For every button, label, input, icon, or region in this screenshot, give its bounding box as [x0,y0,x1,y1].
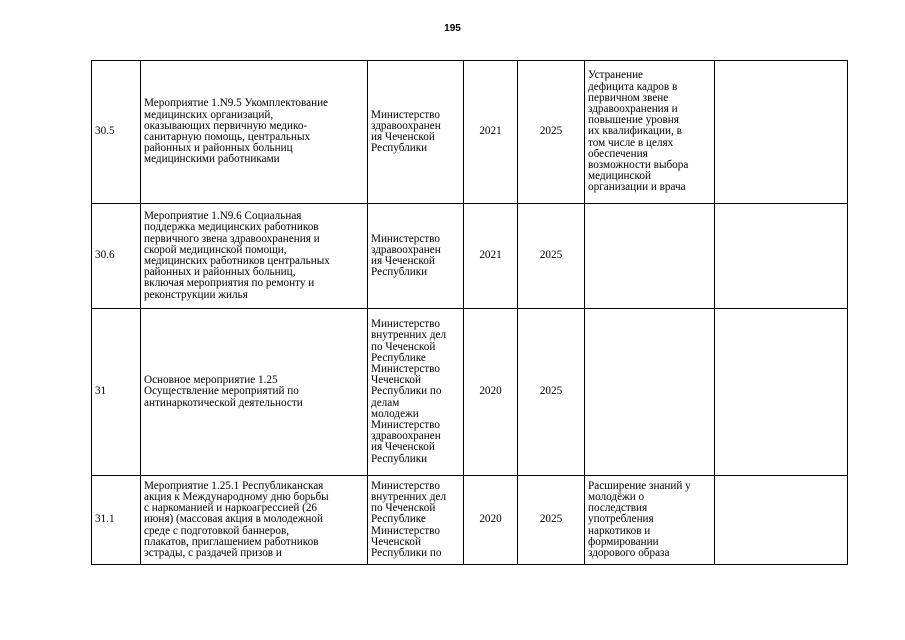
row-number: 31 [92,309,141,476]
indicator [715,61,848,204]
executor: Министерство внутренних дел по Чеченской Республике Министерство Чеченской Республики по [368,476,464,565]
start-year: 2020 [464,309,518,476]
event-name: Мероприятие 1.N9.6 Социальная поддержка медицинских работников первичного звена здравоохранения и скорой медицинской помощи, медицинских работников центральных районных и районных больниц, включая мероприятия по ремонту и реконструкции жилья [141,204,368,309]
table-row [92,476,848,565]
start-year: 2021 [464,204,518,309]
end-year: 2025 [518,204,585,309]
table-row [92,309,848,476]
table-row [92,61,848,204]
start-year: 2020 [464,476,518,565]
expected-result: Устранение дефицита кадров в первичном звене здравоохранения и повышение уровня их квалификации, в том числе в целях обеспечения возможности выбора медицинской организации и врача [585,61,715,204]
table-row [92,204,848,309]
expected-result: Расширение знаний у молодёжи о последствия употребления наркотиков и формировании здорового образа [585,476,715,565]
executor: Министерство здравоохранен ия Чеченской Республики [368,61,464,204]
end-year: 2025 [518,61,585,204]
row-number: 31.1 [92,476,141,565]
indicator [715,204,848,309]
indicator [715,476,848,565]
start-year: 2021 [464,61,518,204]
event-name: Основное мероприятие 1.25 Осуществление мероприятий по антинаркотической деятельности [141,309,368,476]
page-number: 195 [444,23,461,34]
expected-result [585,309,715,476]
program-events-table [91,60,848,565]
executor: Министерство внутренних дел по Чеченской Республике Министерство Чеченской Республики по делам молодежи Министерство здравоохранен ия Чеченской Республики [368,309,464,476]
row-number: 30.5 [92,61,141,204]
indicator [715,309,848,476]
executor: Министерство здравоохранен ия Чеченской Республики [368,204,464,309]
row-number: 30.6 [92,204,141,309]
event-name: Мероприятие 1.N9.5 Укомплектование медицинских организаций, оказывающих первичную медико- санитарную помощь, центральных районных и районных больниц медицинскими работниками [141,61,368,204]
event-name: Мероприятие 1.25.1 Республиканская акция к Международному дню борьбы с наркоманией и наркоагрессией (26 июня) (массовая акция в молодежной среде с подготовкой баннеров, плакатов, приглашением работников эстрады, с раздачей призов и [141,476,368,565]
end-year: 2025 [518,309,585,476]
expected-result [585,204,715,309]
end-year: 2025 [518,476,585,565]
